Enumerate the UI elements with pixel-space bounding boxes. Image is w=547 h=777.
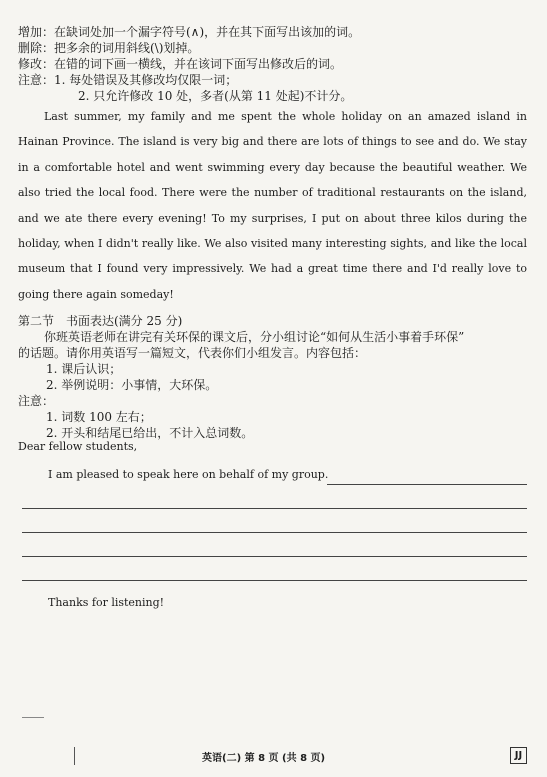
rule-note-2: 2. 只允许修改 10 处，多者(从第 11 处起)不计分。 — [78, 89, 353, 103]
page-footer — [0, 747, 547, 767]
answer-line-3[interactable] — [22, 556, 527, 557]
section-title: 第二节 书面表达(满分 25 分) — [18, 314, 183, 328]
footer-code-box: JJ — [510, 747, 527, 764]
binding-mark — [74, 747, 75, 765]
note-1: 1. 词数 100 左右； — [46, 410, 152, 424]
note-2: 2. 开头和结尾已给出，不计入总词数。 — [46, 426, 254, 440]
writing-prompt-line-1: 你班英语老师在讲完有关环保的课文后，分小组讨论“如何从生活小事着手环保” — [44, 330, 465, 344]
writing-prompt-line-2: 的话题。请你用英语写一篇短文，代表你们小组发言。内容包括： — [18, 346, 367, 360]
answer-line-0[interactable] — [327, 484, 527, 485]
letter-closing: Thanks for listening! — [48, 596, 165, 609]
page-number: 英语(二) 第 8 页 (共 8 页) — [202, 753, 326, 764]
letter-salutation: Dear fellow students, — [18, 440, 138, 453]
rule-add: 增加：在缺词处加一个漏字符号(∧)，并在其下面写出该加的词。 — [18, 25, 361, 39]
rule-note-1: 注意：1. 每处错误及其修改均仅限一词； — [18, 73, 238, 87]
answer-line-1[interactable] — [22, 508, 527, 509]
rule-modify: 修改：在错的词下画一横线，并在该词下面写出修改后的词。 — [18, 57, 343, 71]
writing-section — [18, 313, 527, 441]
scan-smudge — [22, 717, 44, 718]
answer-line-4[interactable] — [22, 580, 527, 581]
rule-delete: 删除：把多余的词用斜线(\)划掉。 — [18, 41, 200, 55]
correction-rules — [18, 24, 527, 104]
letter-opening: I am pleased to speak here on behalf of my group. — [48, 468, 329, 481]
answer-line-2[interactable] — [22, 532, 527, 533]
passage-text: Last summer, my family and me spent the whole holiday on an amazed island in Hainan Province. The island is very big and there are lots of things to see and do. We stay in a comfortable hotel and went swimming every day because the beautiful weather. We also tried the local food. There were the number of traditional restaurants on the island, and we ate there every evening! To my surprises, I put on about three kilos during the holiday, when I didn't really like. We also visited many interesting sights, and like the local museum that I found very impressively. We had a great time there and I'd really love to going there again someday! — [18, 110, 527, 301]
note-label: 注意： — [18, 394, 55, 408]
error-correction-passage — [18, 104, 527, 307]
content-requirement-1: 1. 课后认识； — [46, 362, 122, 376]
content-requirement-2: 2. 举例说明：小事情，大环保。 — [46, 378, 218, 392]
